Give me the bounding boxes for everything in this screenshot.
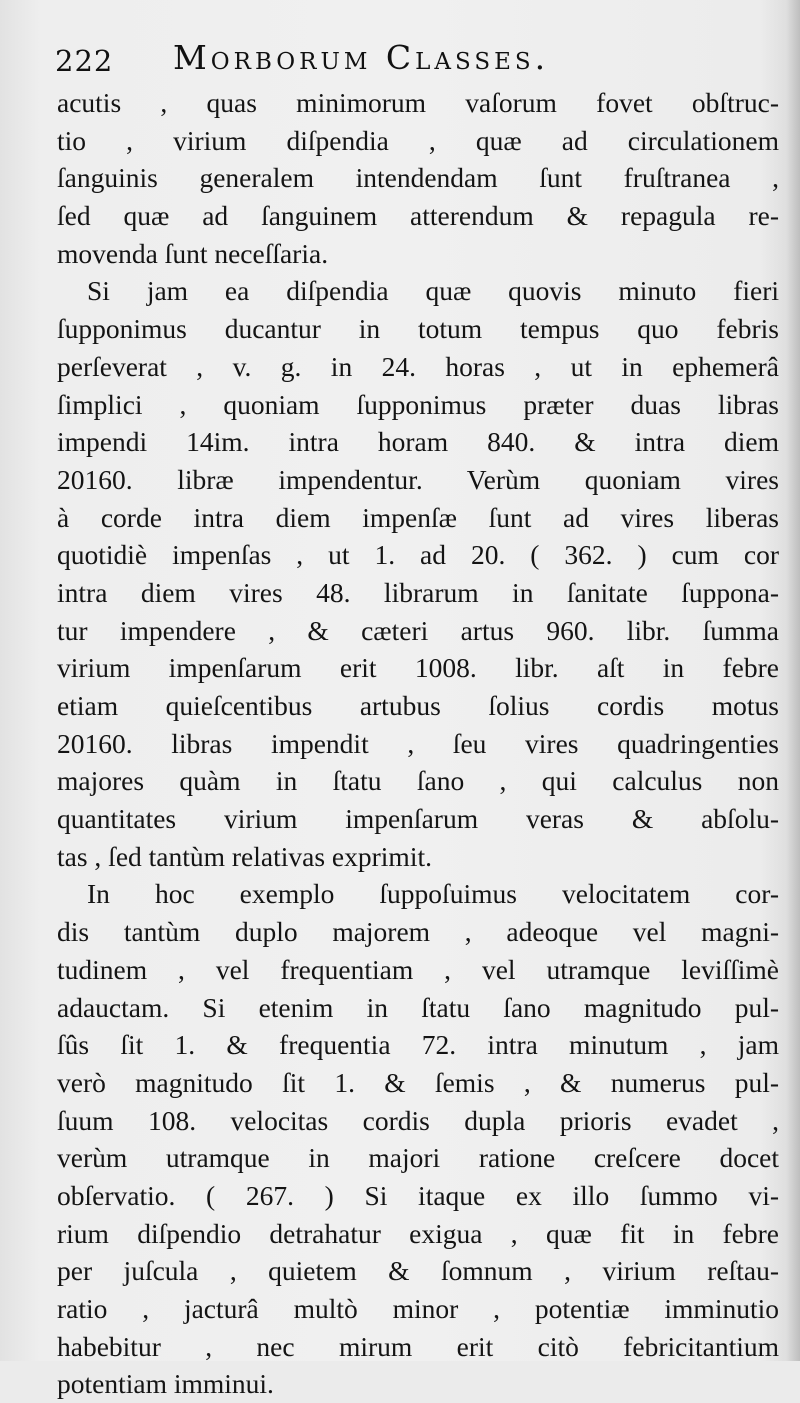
text-line: obſervatio. ( 267. ) Si itaque ex illo ſummo vi- xyxy=(57,1179,779,1211)
text-line: ſanguinis generalem intendendam ſunt fruſtranea , xyxy=(57,162,779,194)
text-line: verùm utramque in majori ratione creſcere docet xyxy=(57,1142,779,1174)
text-line: acutis , quas minimorum vaſorum fovet obſtruc- xyxy=(57,87,779,118)
text-line: quotidiè impenſas , ut 1. ad 20. ( 362. ) cum cor xyxy=(57,539,779,571)
text-line: tudinem , vel frequentiam , vel utramque leviſſimè xyxy=(57,953,779,985)
page-number: 222 xyxy=(55,44,114,78)
text-line: ſuum 108. velocitas cordis dupla prioris evadet , xyxy=(57,1104,779,1136)
text-line: tio , virium diſpendia , quæ ad circulationem xyxy=(57,124,779,156)
running-title: Morborum Classes. xyxy=(173,38,550,77)
text-line: potentiam imminui. xyxy=(57,1368,274,1400)
text-line: movenda ſunt neceſſaria. xyxy=(57,237,329,269)
text-line: Si jam ea diſpendia quæ quovis minuto fieri xyxy=(87,275,779,307)
text-line: habebitur , nec mirum erit citò febricitantium xyxy=(57,1330,779,1362)
text-line: 20160. libræ impendentur. Verùm quoniam vires xyxy=(57,463,779,495)
text-line: majores quàm in ſtatu ſano , qui calculus non xyxy=(57,765,779,797)
text-line: ſimplici , quoniam ſupponimus præter duas libras xyxy=(57,388,779,420)
text-line: 20160. libras impendit , ſeu vires quadringenties xyxy=(57,727,779,759)
text-line: ſûs ſit 1. & frequentia 72. intra minutum , jam xyxy=(57,1029,779,1061)
text-line: à corde intra diem impenſæ ſunt ad vires liberas xyxy=(57,501,779,533)
text-line: ratio , jacturâ multò minor , potentiæ imminutio xyxy=(57,1293,779,1324)
text-line: tas , ſed tantùm relativas exprimit. xyxy=(57,840,432,872)
text-line: In hoc exemplo ſuppoſuimus velocitatem cor- xyxy=(87,878,779,910)
text-line: quantitates virium impenſarum veras & abſolu- xyxy=(57,803,779,835)
text-line: intra diem vires 48. librarum in ſanitate ſuppona- xyxy=(57,576,779,608)
text-line: per juſcula , quietem & ſomnum , virium reſtau- xyxy=(57,1255,779,1287)
text-line: rium diſpendio detrahatur exigua , quæ fit in febre xyxy=(57,1217,779,1249)
text-line: impendi 14im. intra horam 840. & intra diem xyxy=(57,426,779,458)
page-edge-shadow xyxy=(786,0,800,1361)
text-line: dis tantùm duplo majorem , adeoque vel magni- xyxy=(57,916,779,948)
text-line: ſupponimus ducantur in totum tempus quo febris xyxy=(57,313,779,345)
body-text xyxy=(57,84,779,1403)
text-line: adauctam. Si etenim in ſtatu ſano magnitudo pul- xyxy=(57,991,779,1023)
text-line: tur impendere , & cæteri artus 960. libr. ſumma xyxy=(57,614,779,646)
text-line: ſed quæ ad ſanguinem atterendum & repagula re- xyxy=(57,200,779,232)
text-line: virium impenſarum erit 1008. libr. aſt in febre xyxy=(57,652,779,684)
running-head xyxy=(55,38,755,86)
text-line: etiam quieſcentibus artubus ſolius cordis motus xyxy=(57,690,779,721)
text-line: verò magnitudo ſit 1. & ſemis , & numerus pul- xyxy=(57,1066,779,1098)
text-line: perſeverat , v. g. in 24. horas , ut in ephemerâ xyxy=(57,350,779,382)
